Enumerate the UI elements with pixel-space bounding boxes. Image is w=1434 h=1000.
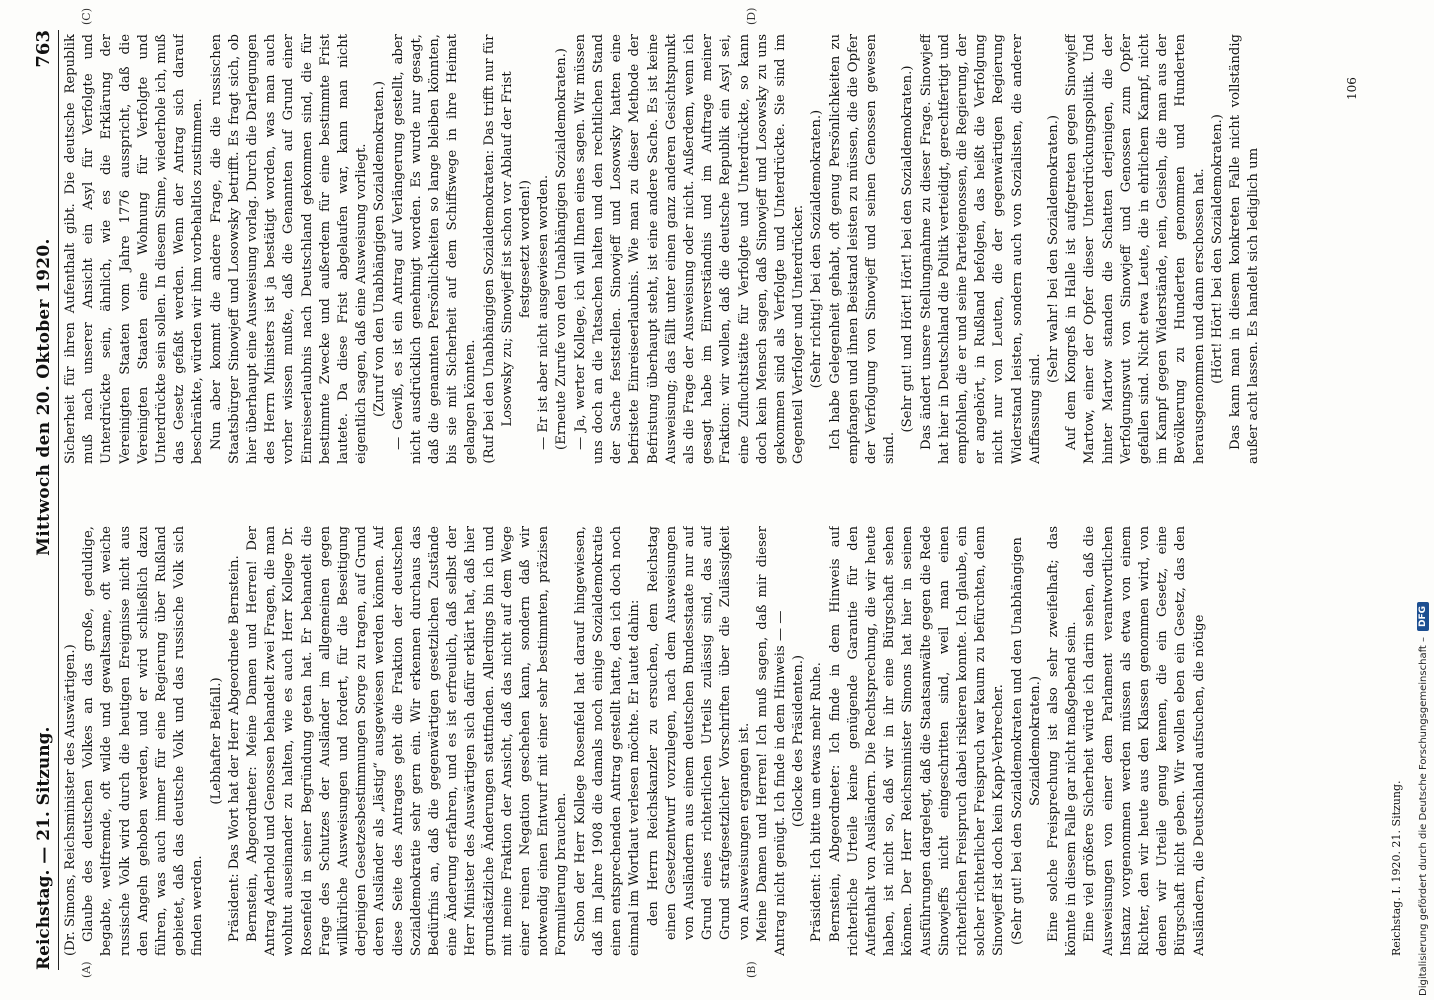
- interjection: (Glocke des Präsidenten.): [791, 654, 807, 828]
- header-date: Mittwoch den 20. Oktober 1920.: [34, 238, 54, 556]
- paragraph: Bernstein, Abgeordneter: Meine Damen und Herren! Der Antrag Aderhold und Genossen behandelt zwei Fragen, die man wohltut auseinander zu halten, wie es auch Herr Kollege Dr. Rosenfeld in seiner Begründung getan hat. Er behandelt die Frage des Schutzes der Ausländer im allgemeinen gegen willkürliche Ausweisungen und fordert, für die Beseitigung derjenigen Gesetzesbestimmungen Sorge zu tragen, auf Grund deren Ausländer als „lästig“ ausgewiesen werden können. Auf diese Seite des Antrages geht die Fraktion der deutschen Sozialdemokratie sehr gern ein. Wir erkennen durchaus das Bedürfnis an, daß die gegenwärtigen gesetzlichen Zustände eine Änderung erfahren, und es ist erfreulich, daß selbst der Herr Minister des Auswärtigen sich dafür erklärt hat, daß hier grundsätzliche Änderungen stattfinden. Allerdings bin ich und mit meine Fraktion der Ansicht, daß das nicht auf dem Wege einer reinen Negation geschehen kann, sondern daß wir notwendig einen Entwurf mit einer sehr bestimmten, präzisen Formulierung brauchen.: [245, 526, 570, 956]
- right-column: [62, 34, 1342, 464]
- dfg-watermark-text: Digitalisierung gefördert durch die Deutsche Forschungsgemeinschaft –: [1417, 636, 1429, 996]
- paragraph: Bernstein, Abgeordneter: Ich finde in dem Hinweis auf richterliche Urteile keine genügende Garantie für den Aufenthalt von Ausländern. Die Rechtsprechung, die wir heute haben, ist nicht so, daß wir in ihr eine Bürgschaft sehen können. Der Herr Reichsminister Simons hat hier in seinen Ausführungen dargelegt, daß die Staatsanwälte gegen die Rede Sinowjeffs nicht eingeschritten sind, weil man einen richterlichen Freispruch dabei riskieren konnte. Ich glaube, ein solcher richterlicher Freispruch war kaum zu befürchten, denn Sinowjeff ist doch kein Kapp-Verbrecher.: [827, 526, 1007, 956]
- paragraph: (Dr. Simons, Reichsminister des Auswärtigen.): [63, 644, 78, 956]
- margin-marker-a: (A): [80, 961, 93, 978]
- paragraph: — Er ist aber nicht ausgewiesen worden.: [536, 174, 552, 450]
- running-header: [10, 30, 59, 970]
- paragraph: Nun aber kommt die andere Frage, die die russischen Staatsbürger Sinowjeff und Losowsky betrifft. Es fragt sich, ob hier überhaupt eine Ausweisung vorlag. Durch die Darlegungen des Herrn Ministers ist ja bestätigt worden, was man auch vorher wissen mußte, daß die Genannten auf Grund einer Einreiseerlaubnis nach Deutschland gekommen sind, die für bestimmte Zwecke und außerdem für eine bestimmte Frist lautete. Da diese Frist abgelaufen war, kann man nicht eigentlich sagen, daß eine Ausweisung vorliegt.: [208, 34, 370, 464]
- paragraph: Glaube des deutschen Volkes an das große, geduldige, begabte, weltfremde, oft wilde und gewaltsame, oft weiche russische Volk wird durch die heutigen Ereignisse nicht aus den Angeln gehoben werden, und er wird schließlich dazu führen, was auch immer für eine Regierung über Rußland gebietet, daß das deutsche Volk und das russische Volk sich finden werden.: [81, 526, 206, 956]
- paragraph: Das kann man in diesem konkreten Falle nicht vollständig außer acht lassen. Es handelt sich lediglich um: [1228, 34, 1262, 464]
- paragraph: Das ändert unsere Stellungnahme zu dieser Frage. Sinowjeff hat hier in Deutschland die Politik verteidigt, gerechtfertigt und empfohlen, die er und seine Parteigenossen, die Regierung, der er angehört, in Rußland befolgen, das heißt die Verfolgung nicht nur von Leuten, die der gegenwärtigen Regierung Widerstand leisten, sondern auch von Sozialisten, die anderer Auffassung sind.: [918, 34, 1043, 464]
- margin-marker-d: (D): [745, 7, 758, 25]
- paragraph: Sicherheit für ihren Aufenthalt gibt. Die deutsche Republik muß nach unserer Ansicht ein Asyl für Verfolgte und Unterdrückte sein, ähnlich, wie es die Erklärung der Vereinigten Staaten vom Jahre 1776 ausspricht, daß die Vereinigten Staaten eine Wohnung für Verfolgte und Unterdrückte sein sollen. In diesem Sinne, wiederhole ich, muß das Gesetz gefaßt werden. Wenn der Antrag sich darauf beschränkte, würden wir ihm vorbehaltlos zustimmen.: [63, 34, 206, 464]
- dfg-watermark: [1412, 0, 1434, 1000]
- interjection: (Sehr richtig! bei den Sozialdemokraten.): [809, 109, 825, 389]
- dfg-logo: DFG: [1417, 602, 1429, 631]
- interjection: (Zuruf von den Unabhängigen Sozialdemokraten.): [372, 80, 388, 418]
- paragraph: — Gewiß, es ist ein Antrag auf Verlängerung gestellt, aber nicht ausdrücklich genehmigt worden. Es wurde nur gesagt, daß die genannten Persönlichkeiten so lange bleiben könnten, bis sie mit Sicherheit auf dem Schiffswege in ihre Heimat gelangen könnten.: [390, 34, 479, 464]
- page-number: 763: [33, 30, 54, 68]
- left-column: [62, 526, 1392, 956]
- paragraph: Präsident: Ich bitte um etwas mehr Ruhe.: [809, 662, 825, 942]
- paragraph: Schon der Herr Kollege Rosenfeld hat darauf hingewiesen, daß im Jahre 1908 die damals noch einige Sozialdemokratie einen entsprechenden Antrag gestellt hatte, den ich doch noch einmal im Wortlaut verlesen möchte. Er lautet dahin:: [572, 526, 643, 956]
- paragraph: Präsident: Das Wort hat der Herr Abgeordnete Bernstein.: [226, 555, 242, 942]
- interjection: (Sehr gut! bei den Sozialdemokraten und den Unabhängigen Sozialdemokraten.): [1009, 537, 1043, 945]
- interjection: (Erneute Zurufe von den Unabhängigen Sozialdemokraten.): [554, 48, 570, 450]
- interjection: (Hört! Hört! bei den Sozialdemokraten.): [1209, 114, 1225, 384]
- paragraph: Eine viel größere Sicherheit würde ich darin sehen, daß die Ausweisungen von einer dem Parlament verantwortlichen Instanz vorgenommen werden müssen als etwa von einem Richter, den wir heute aus den Klassen genommen wird, von denen wir Urteile genug kennen, die ein Gesetz, eine Bürgschaft nicht geben. Wir wollen eben ein Gesetz, das den Ausländern, die Deutschland aufsuchen, die nötige: [1082, 526, 1207, 956]
- paragraph: Meine Damen und Herren! Ich muß sagen, daß mir dieser Antrag nicht genügt. Ich finde in dem Hinweis — —: [754, 526, 788, 956]
- interjection: (Sehr wahr! bei den Sozialdemokraten.): [1045, 115, 1061, 383]
- paragraph: — Ja, werter Kollege, ich will Ihnen eines sagen. Wir müssen uns doch an die Tatsachen halten und den rechtlichen Stand der Sache feststellen. Sinowjeff und Losowsky hatten eine befristete Einreiseerlaubnis. Wie man zu dieser Methode der Befristung überhaupt steht, ist eine andere Sache. Es ist keine Ausweisung; das fällt unter einen ganz anderen Gesichtspunkt als die Frage der Ausweisung oder nicht. Außerdem, wenn ich gesagt habe im Einverständnis und im Auftrage meiner Fraktion: wir wollen, daß die deutsche Republik ein Asyl sei, eine Zufluchtstätte für Verfolgte und Unterdrückte, so kann doch kein Mensch sagen, daß Sinowjeff und Losowsky zu uns gekommen sind als Verfolgte und Unterdrückte. Sie sind im Gegenteil Verfolger und Unterdrücker.: [572, 34, 807, 464]
- paragraph: Eine solche Freisprechung ist also sehr zweifelhaft; das könnte in diesem Falle gar nicht maßgebend sein.: [1045, 526, 1080, 956]
- paragraph: Ich habe Gelegenheit gehabt, oft genug Persönlichkeiten zu empfangen und ihnen Beistand leisten zu müssen, die die Opfer der Verfolgung von Sinowjeff und seinen Genossen gewesen sind.: [827, 34, 898, 464]
- interjection: (Lebhafter Beifall.): [208, 677, 224, 805]
- sheet-number: 106: [1345, 77, 1359, 100]
- interjection: (Ruf bei den Unabhängigen Sozialdemokraten: Das trifft nur für Losowsky zu; Sinowjeff ist schon vor Ablauf der Frist festgesetzt worden!): [481, 34, 534, 464]
- footer-signature: Reichstag. I. 1920. 21. Sitzung.: [1390, 780, 1403, 956]
- interjection: (Sehr gut! und Hört! Hört! bei den Sozialdemokraten.): [900, 65, 916, 433]
- paragraph: Auf dem Kongreß in Halle ist aufgetreten gegen Sinowjeff Martow, einer der Opfer dieser Unterdrückungspolitik. Und hinter Martow standen die Schatten derjenigen, die der Verfolgungswut von Sinowjeff und Genossen zum Opfer gefallen sind. Nicht etwa Leute, die in ehrlichem Kampf, nicht im Kampf gegen Widerstände, nein, Geiseln, die man aus der Bevölkerung zu Hunderten genommen und Hunderten herausgenommen und dann erschossen hat.: [1064, 34, 1207, 464]
- header-left: Reichstag. — 21. Sitzung.: [34, 726, 54, 970]
- margin-marker-b: (B): [745, 961, 758, 978]
- margin-marker-c: (C): [80, 8, 93, 25]
- quoted-motion: den Herrn Reichskanzler zu ersuchen, dem Reichstag einen Gesetzentwurf vorzulegen, nach dem Ausweisungen von Ausländern aus einem deutschen Bundesstaate nur auf Grund eines richterlichen Urteils zulässig sind, das auf Grund strafgesetzlicher Vorschriften über die Zulässigkeit von Ausweisungen ergangen ist.: [645, 526, 752, 940]
